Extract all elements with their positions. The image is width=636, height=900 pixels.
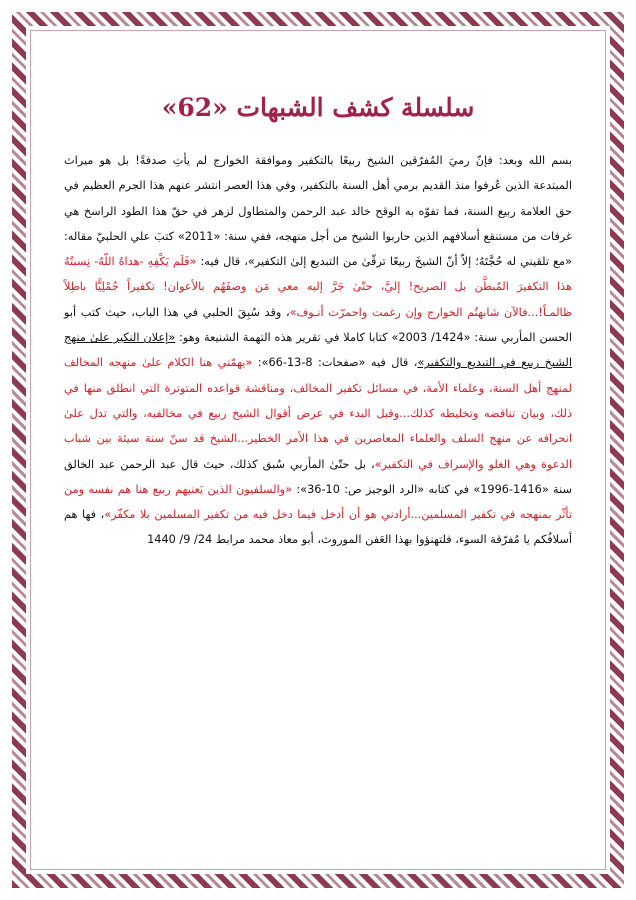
body-text: ، قال فيه «صفحات: 8-13-66»:	[252, 356, 418, 370]
quoted-text-red: «يهمّني هنا الكلام علىٰ منهجه المخالف لمنهج أهل السنة، وعلماء الأمة، في مسائل تكفير المخالف، ومناقشة قواعده المتوترة التي انطلق منها في ذلك، وبيان تناقضه وتخليطه كذلك...وقبل البدء في عرض أقوال الشيخ ربيع في مخالفيه، والتي تدل علىٰ انحرافه عن منهج السلف والعلماء المعاصرين في هذا الأمر الخطير...الشيخ قد سنّ سنة سيئة بين شباب الدعوة وهي الغلو والإسراف في التكفير»	[64, 356, 572, 471]
body-text: ، فها هم أسلافُكم يا مُفرّقة السوء، فلتهنؤوا بهذا العَفن الموروث، أبو معاذ محمد مرابط 24/ 9/ 1440	[64, 508, 572, 547]
page-title: سلسلة كشف الشبهات «62»	[161, 93, 475, 122]
article-paragraph	[64, 148, 572, 553]
book-title-underlined: «إعلان النكير علىٰ منهج الشيخ ربيع في التبديع والتكفير»	[64, 331, 572, 370]
body-text: ، بل حتّىٰ المأربي سُبق كذلك، حيث قال عبد الرحمن عبد الخالق سنة «1416-1996» في كتابه «الرد الوجيز ص: 10-36»:	[64, 457, 572, 496]
body-text: ، وقد سُبِقَ الحلبي في هذا الباب، حيث كتب أبو الحسن المأربي سنة: «1424/ 2003» كتابا كاملا في تقرير هذه التهمة الشنيعة وهو:	[64, 305, 572, 345]
quoted-text-red: «فَلَم يَكْفِهِ -هداهُ اللّهُ- نِسبتُهُ هذا التكفيرَ المُبطَّن بل الصريح! إليَّ، حتّىٰ جَرَّ إليه معي مَن وصفَهُم بالأعوان! تكفيراً جُمْلِيًّا باطِلاً ظالمـاً!...فالآن شابهتُم الخوارج وإن رغمت واحمرّت أنـوف»	[64, 255, 572, 319]
article-body	[64, 148, 572, 553]
body-text: بسم الله وبعد: فإنّ رميَ المُفرّقين الشيخ ربيعًا بالتكفير وموافقة الخوارج لم يأتِ صدفةً! بل هو ميراث المبتدعة الذين عُرفوا منذ القديم برمي أهل السنة بالتكفير، وفي هذا العصر انتشر عنهم هذا الجرم العظيم في حق العلامة ربيع السنة، فما تفوّه به الوقح خالد عبد الرحمن والمتطاول لزهر في حقّ هذا الطود الراسخ هي غرفات من مستنقع أسلافهم الذين حاربوا الشيخ من أجل منهجه، ففي سنة: «2011» كتبَ علي الحلبيّ مقاله: «مع تلقيني له حُجَّتَهُ؛ إلاّ أنّ الشيخَ ربيعًا ترقّىٰ من التبديع إلىٰ التكفير»، قال فيه:	[64, 154, 572, 269]
quoted-text-red: «والسلفيون الذين يَعنيهم ربيع هنا هم نفسه ومن تأثّر بمنهجه في تكفير المسلمين...أرادني هو أن أدخل فيما دخل فيه من تكفير المسلمين بلا مكفّر»	[64, 482, 573, 522]
